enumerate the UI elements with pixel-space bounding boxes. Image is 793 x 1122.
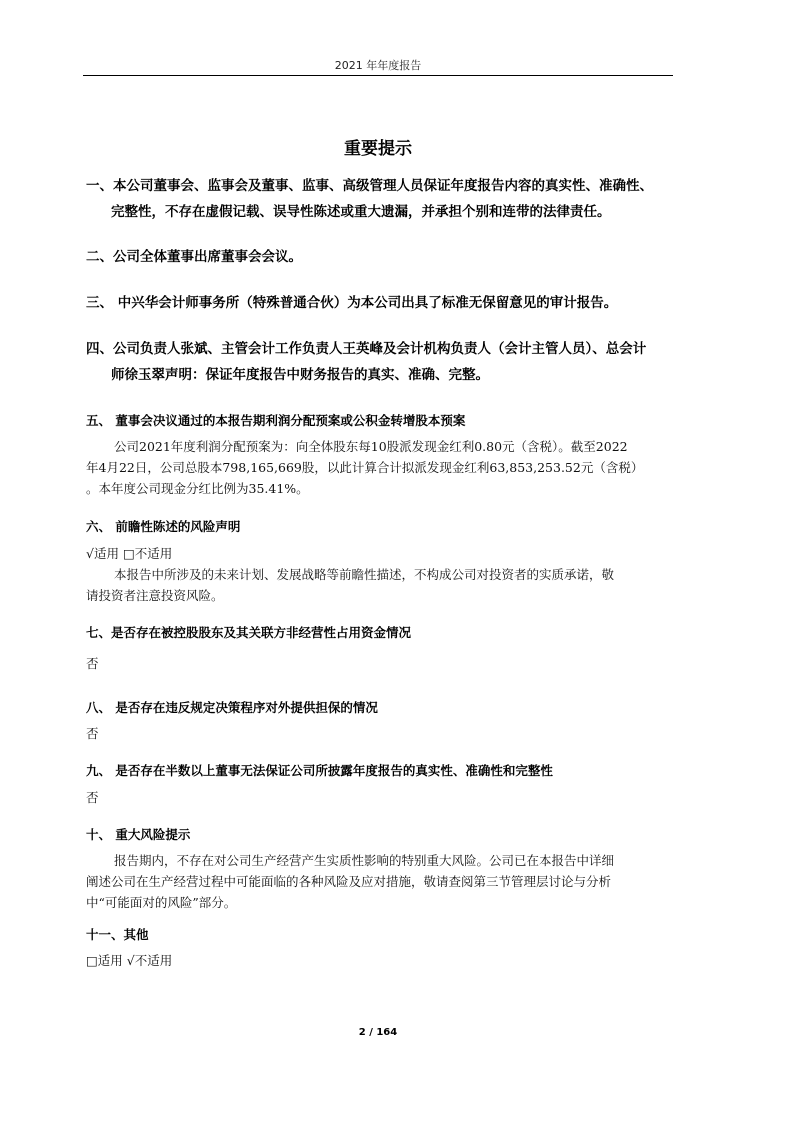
section-10-heading: 十、 重大风险提示 bbox=[86, 827, 191, 842]
section-7-answer: 否 bbox=[86, 656, 99, 671]
section-6-heading: 六、 前瞻性陈述的风险声明 bbox=[86, 519, 241, 534]
section-3-line-1: 三、 中兴华会计师事务所（特殊普通合伙）为本公司出具了标准无保留意见的审计报告。 bbox=[86, 295, 618, 311]
section-9-heading: 九、 是否存在半数以上董事无法保证公司所披露年度报告的真实性、准确性和完整性 bbox=[86, 763, 553, 778]
page-title: 重要提示 bbox=[344, 139, 412, 159]
section-6-body-line-2: 请投资者注意投资风险。 bbox=[86, 588, 224, 603]
section-6-body bbox=[86, 543, 676, 606]
section-5-body bbox=[86, 436, 676, 499]
section-9-answer: 否 bbox=[86, 790, 99, 805]
section-11-option: □适用 √不适用 bbox=[86, 953, 173, 968]
section-3 bbox=[86, 290, 617, 316]
section-11-heading: 十一、其他 bbox=[86, 927, 149, 942]
section-5-body-line-1: 公司2021年度利润分配预案为：向全体股东每10股派发现金红利0.80元（含税）。截至2022 bbox=[114, 439, 628, 454]
section-8-answer: 否 bbox=[86, 726, 99, 741]
section-5-body-line-3: 。本年度公司现金分红比例为35.41%。 bbox=[86, 481, 309, 496]
section-2-line-1: 二、公司全体董事出席董事会会议。 bbox=[86, 249, 302, 265]
report-header: 2021 年年度报告 bbox=[334, 59, 422, 72]
page-number: 2 / 164 bbox=[358, 1027, 398, 1038]
section-8-heading: 八、 是否存在违反规定决策程序对外提供担保的情况 bbox=[86, 700, 378, 715]
section-6-body-line-1: 本报告中所涉及的未来计划、发展战略等前瞻性描述，不构成公司对投资者的实质承诺，敬 bbox=[114, 567, 615, 582]
section-10-body-line-2: 阐述公司在生产经营过程中可能面临的各种风险及应对措施，敬请查阅第三节管理层讨论与分析 bbox=[86, 874, 612, 889]
section-10-body-line-3: 中“可能面对的风险”部分。 bbox=[86, 895, 237, 910]
section-4-line-2: 师徐玉翠声明：保证年度报告中财务报告的真实、准确、完整。 bbox=[111, 367, 489, 383]
section-10-body bbox=[86, 850, 676, 913]
header-divider bbox=[83, 75, 673, 76]
section-1-line-2: 完整性，不存在虚假记载、误导性陈述或重大遗漏，并承担个别和连带的法律责任。 bbox=[111, 204, 611, 220]
section-4-line-1: 四、公司负责人张斌、主管会计工作负责人王英峰及会计机构负责人（会计主管人员）、总会计 bbox=[86, 341, 647, 357]
section-10-body-line-1: 报告期内，不存在对公司生产经营产生实质性影响的特别重大风险。公司已在本报告中详细 bbox=[114, 853, 615, 868]
section-2 bbox=[86, 244, 302, 270]
section-6-option: √适用 □不适用 bbox=[86, 546, 173, 561]
section-5-heading: 五、 董事会决议通过的本报告期利润分配预案或公积金转增股本预案 bbox=[86, 413, 466, 428]
section-5-body-line-2: 年4月22日，公司总股本798,165,669股，以此计算合计拟派发现金红利63,853,253.52元（含税） bbox=[86, 460, 644, 475]
section-7-heading: 七、是否存在被控股股东及其关联方非经营性占用资金情况 bbox=[86, 625, 412, 640]
section-1-line-1: 一、本公司董事会、监事会及董事、监事、高级管理人员保证年度报告内容的真实性、准确性、 bbox=[86, 178, 653, 194]
section-1 bbox=[86, 173, 653, 225]
section-4 bbox=[86, 336, 646, 388]
